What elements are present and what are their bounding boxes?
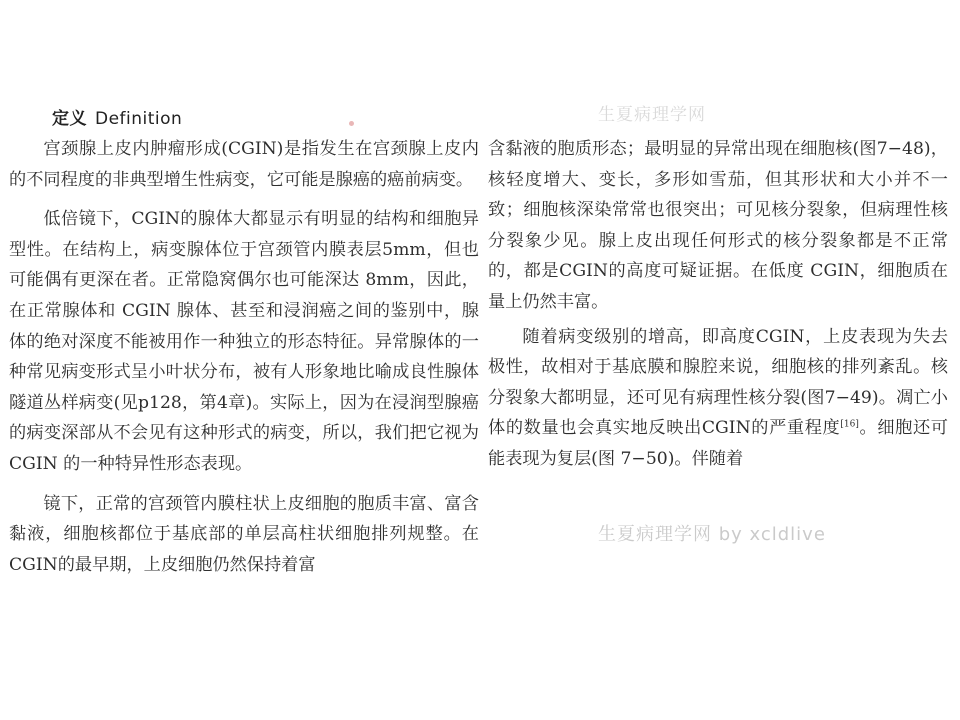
paragraph-nuclear-abnormality: 含黏液的胞质形态；最明显的异常出现在细胞核(图7−48)，核轻度增大、变长，多形如雪茄，但其形状和大小并不一致；细胞核深染常常也很突出；可见核分裂象，但病理性核分裂象少见。腺上皮出现任何形式的核分裂象都是不正常的，都是CGIN的高度可疑证据。在低度 CGIN，细胞质在量上仍然丰富。 — [488, 139, 948, 312]
reference-mark: [16] — [840, 419, 859, 430]
section-heading — [52, 104, 182, 129]
high-grade-text: 随着病变级别的增高，即高度CGIN，上皮表现为失去极性，故相对于基底膜和腺腔来说，细胞核的排列紊乱。核分裂象大都明显，还可见有病理性核分裂(图7−49)。凋亡小体的数量也会真实地反映出CGIN的严重程度 — [488, 326, 948, 439]
section-title-cn: 定义 — [52, 109, 87, 129]
paragraph-low-power: 低倍镜下，CGIN的腺体大都显示有明显的结构和细胞异型性。在结构上，病变腺体位于宫颈管内膜表层5mm，但也可能偶有更深在者。正常隐窝偶尔也可能深达 8mm，因此，在正常腺体和 CGIN 腺体、甚至和浸润癌之间的鉴别中，腺体的绝对深度不能被用作一种独立的形态特征。异常腺体的一种常见病变形式呈小叶状分布，被有人形象地比喻成良性腺体隧道丛样病变(见p128，第4章)。实际上，因为在浸润型腺癌的病变深部从不会见有这种形式的病变，所以，我们把它视为 CGIN 的一种特异性形态表现。 — [9, 209, 479, 474]
left-column — [9, 134, 479, 580]
watermark-bottom: 生夏病理学网 by xcldlive — [598, 524, 826, 545]
right-column — [488, 134, 948, 475]
paragraph-high-grade — [488, 322, 948, 475]
watermark-top: 生夏病理学网 — [598, 105, 706, 125]
high-grade-text-end: 。细胞还可能表现为复层(图 7−50)。伴随着 — [488, 418, 948, 469]
page-speck — [349, 121, 354, 126]
paragraph-microscopy: 镜下，正常的宫颈管内膜柱状上皮细胞的胞质丰富、富含黏液，细胞核都位于基底部的单层高柱状细胞排列规整。在CGIN的最早期，上皮细胞仍然保持着富 — [9, 493, 479, 575]
section-title-en: Definition — [95, 109, 183, 129]
paragraph-definition: 宫颈腺上皮内肿瘤形成(CGIN)是指发生在宫颈腺上皮内的不同程度的非典型增生性病变，它可能是腺癌的癌前病变。 — [9, 139, 479, 190]
